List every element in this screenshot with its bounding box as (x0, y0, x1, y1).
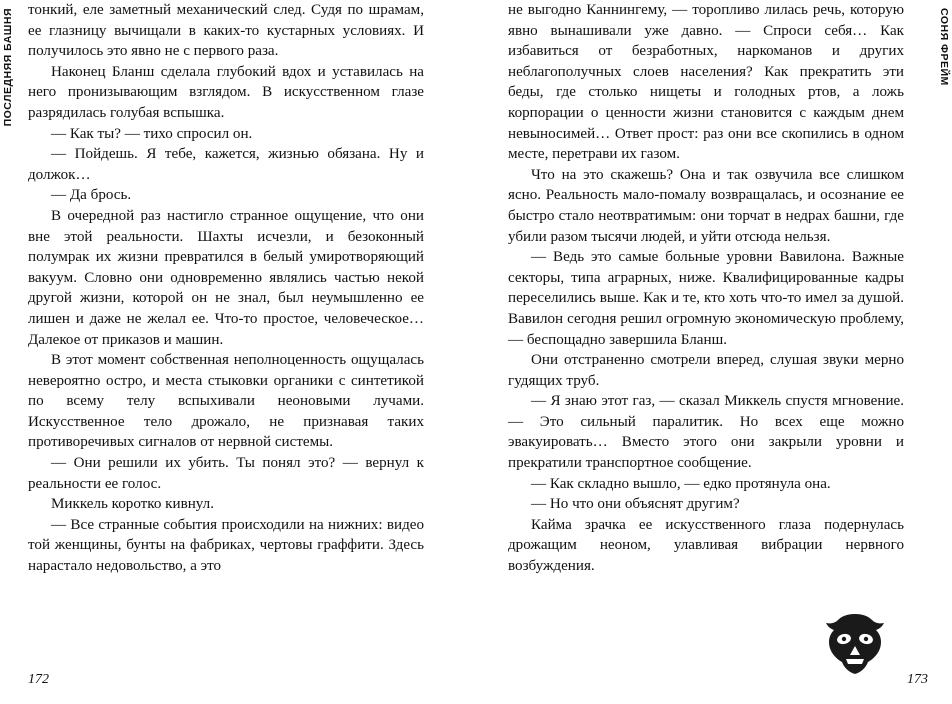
paragraph: — Я знаю этот газ, — сказал Миккель спустя мгновение. — Это сильный паралитик. Но всех еще можно эвакуировать… Вместо этого они закрыли уровни и прекратили транспортное сообщение. (508, 393, 904, 472)
paragraph: — Как складно вышло, — едко протянула она. (531, 475, 831, 492)
running-head-right-text: СОНЯ ФРЕЙМ (938, 8, 950, 86)
paragraph: — Ведь это самые больные уровни Вавилона. Важные секторы, типа аграрных, ниже. Квалифицированные кадры переселились выше. Как и те, кто хоть что-то имел за душой. Вавилон сегодня решил огромную экономическую проблему, — беспощадно завершила Бланш. (508, 249, 904, 348)
paragraph: В этот момент собственная неполноценность ощущалась невероятно остро, и места стыковки органики с синтетикой по всему телу вспыхивали неоновыми лучами. Искусственное тело дрожало, не признавая таких противоречивых сигналов от нервной системы. (28, 352, 424, 451)
paragraph: — Все странные события происходили на нижних: видео той женщины, бунты на фабриках, чертовы граффити. Здесь нарастало недовольство, а это (28, 516, 424, 575)
running-head-right (934, 8, 950, 248)
paragraph: — Как ты? — тихо спросил он. (51, 125, 253, 142)
paragraph: — Но что они объяснят другим? (531, 496, 740, 513)
folio-right: 173 (907, 672, 928, 687)
folio-left: 172 (28, 672, 49, 687)
paragraph: — Пойдешь. Я тебе, кажется, жизнью обязана. Ну и должок… (28, 146, 424, 183)
page-left (28, 0, 448, 704)
paragraph: Кайма зрачка ее искусственного глаза подернулась дрожащим неоном, улавливая вибрации нервного возбуждения. (508, 516, 904, 575)
paragraph: Миккель коротко кивнул. (51, 496, 214, 513)
paragraph: Что на это скажешь? Она и так озвучила все слишком ясно. Реальность мало-помалу возвращалась, и осознание ее быстро стало неотвратимым: они торчат в недрах башни, где убили разом тысячи людей, и уйти отсюда нельзя. (508, 166, 904, 245)
paragraph: — Они решили их убить. Ты понял это? — вернул к реальности ее голос. (28, 455, 424, 492)
body-text-right (508, 0, 904, 577)
paragraph: Они отстраненно смотрели вперед, слушая звуки мерно гудящих труб. (508, 352, 904, 389)
paragraph: не выгодно Каннингему, — торопливо лилась речь, которую явно вынашивали уже давно. — Спроси себя… Как избавиться от безработных, наркоманов и других неблагополучных слоев населения? Как прекратить эти беды, где столько нищеты и голодных ртов, а ложь корпорации о ценности жизни становится с каждым днем невыносимей… Ответ прост: раз они все скопились в одном месте, перетрави их газом. (508, 2, 904, 163)
running-head-left-text: ПОСЛЕДНЯЯ БАШНЯ (2, 8, 14, 127)
page-right (508, 0, 928, 704)
paragraph: В очередной раз настигло странное ощущение, что они вне этой реальности. Шахты исчезли, и безоконный полумрак их жизни превратился в белый умиротворяющий вакуум. Словно они одновременно являлись частью некой другой жизни, которой он не знал, был неумышленно ее лишен и даже не желал ее. Что-то простое, человеческое… Далекое от приказов и машин. (28, 207, 424, 348)
running-head-left (2, 8, 18, 248)
paragraph: — Да брось. (51, 187, 132, 204)
paragraph: Наконец Бланш сделала глубокий вдох и уставилась на него пронизывающим взглядом. В искусственном глазе разрядилась голубая вспышка. (28, 63, 424, 121)
bull-skull-emblem (818, 612, 892, 678)
paragraph: тонкий, еле заметный механический след. Судя по шрамам, ее глазницу вычищали в каких-то кустарных условиях. И получилось это явно не с первого раза. (28, 2, 424, 60)
body-text-left (28, 0, 424, 577)
